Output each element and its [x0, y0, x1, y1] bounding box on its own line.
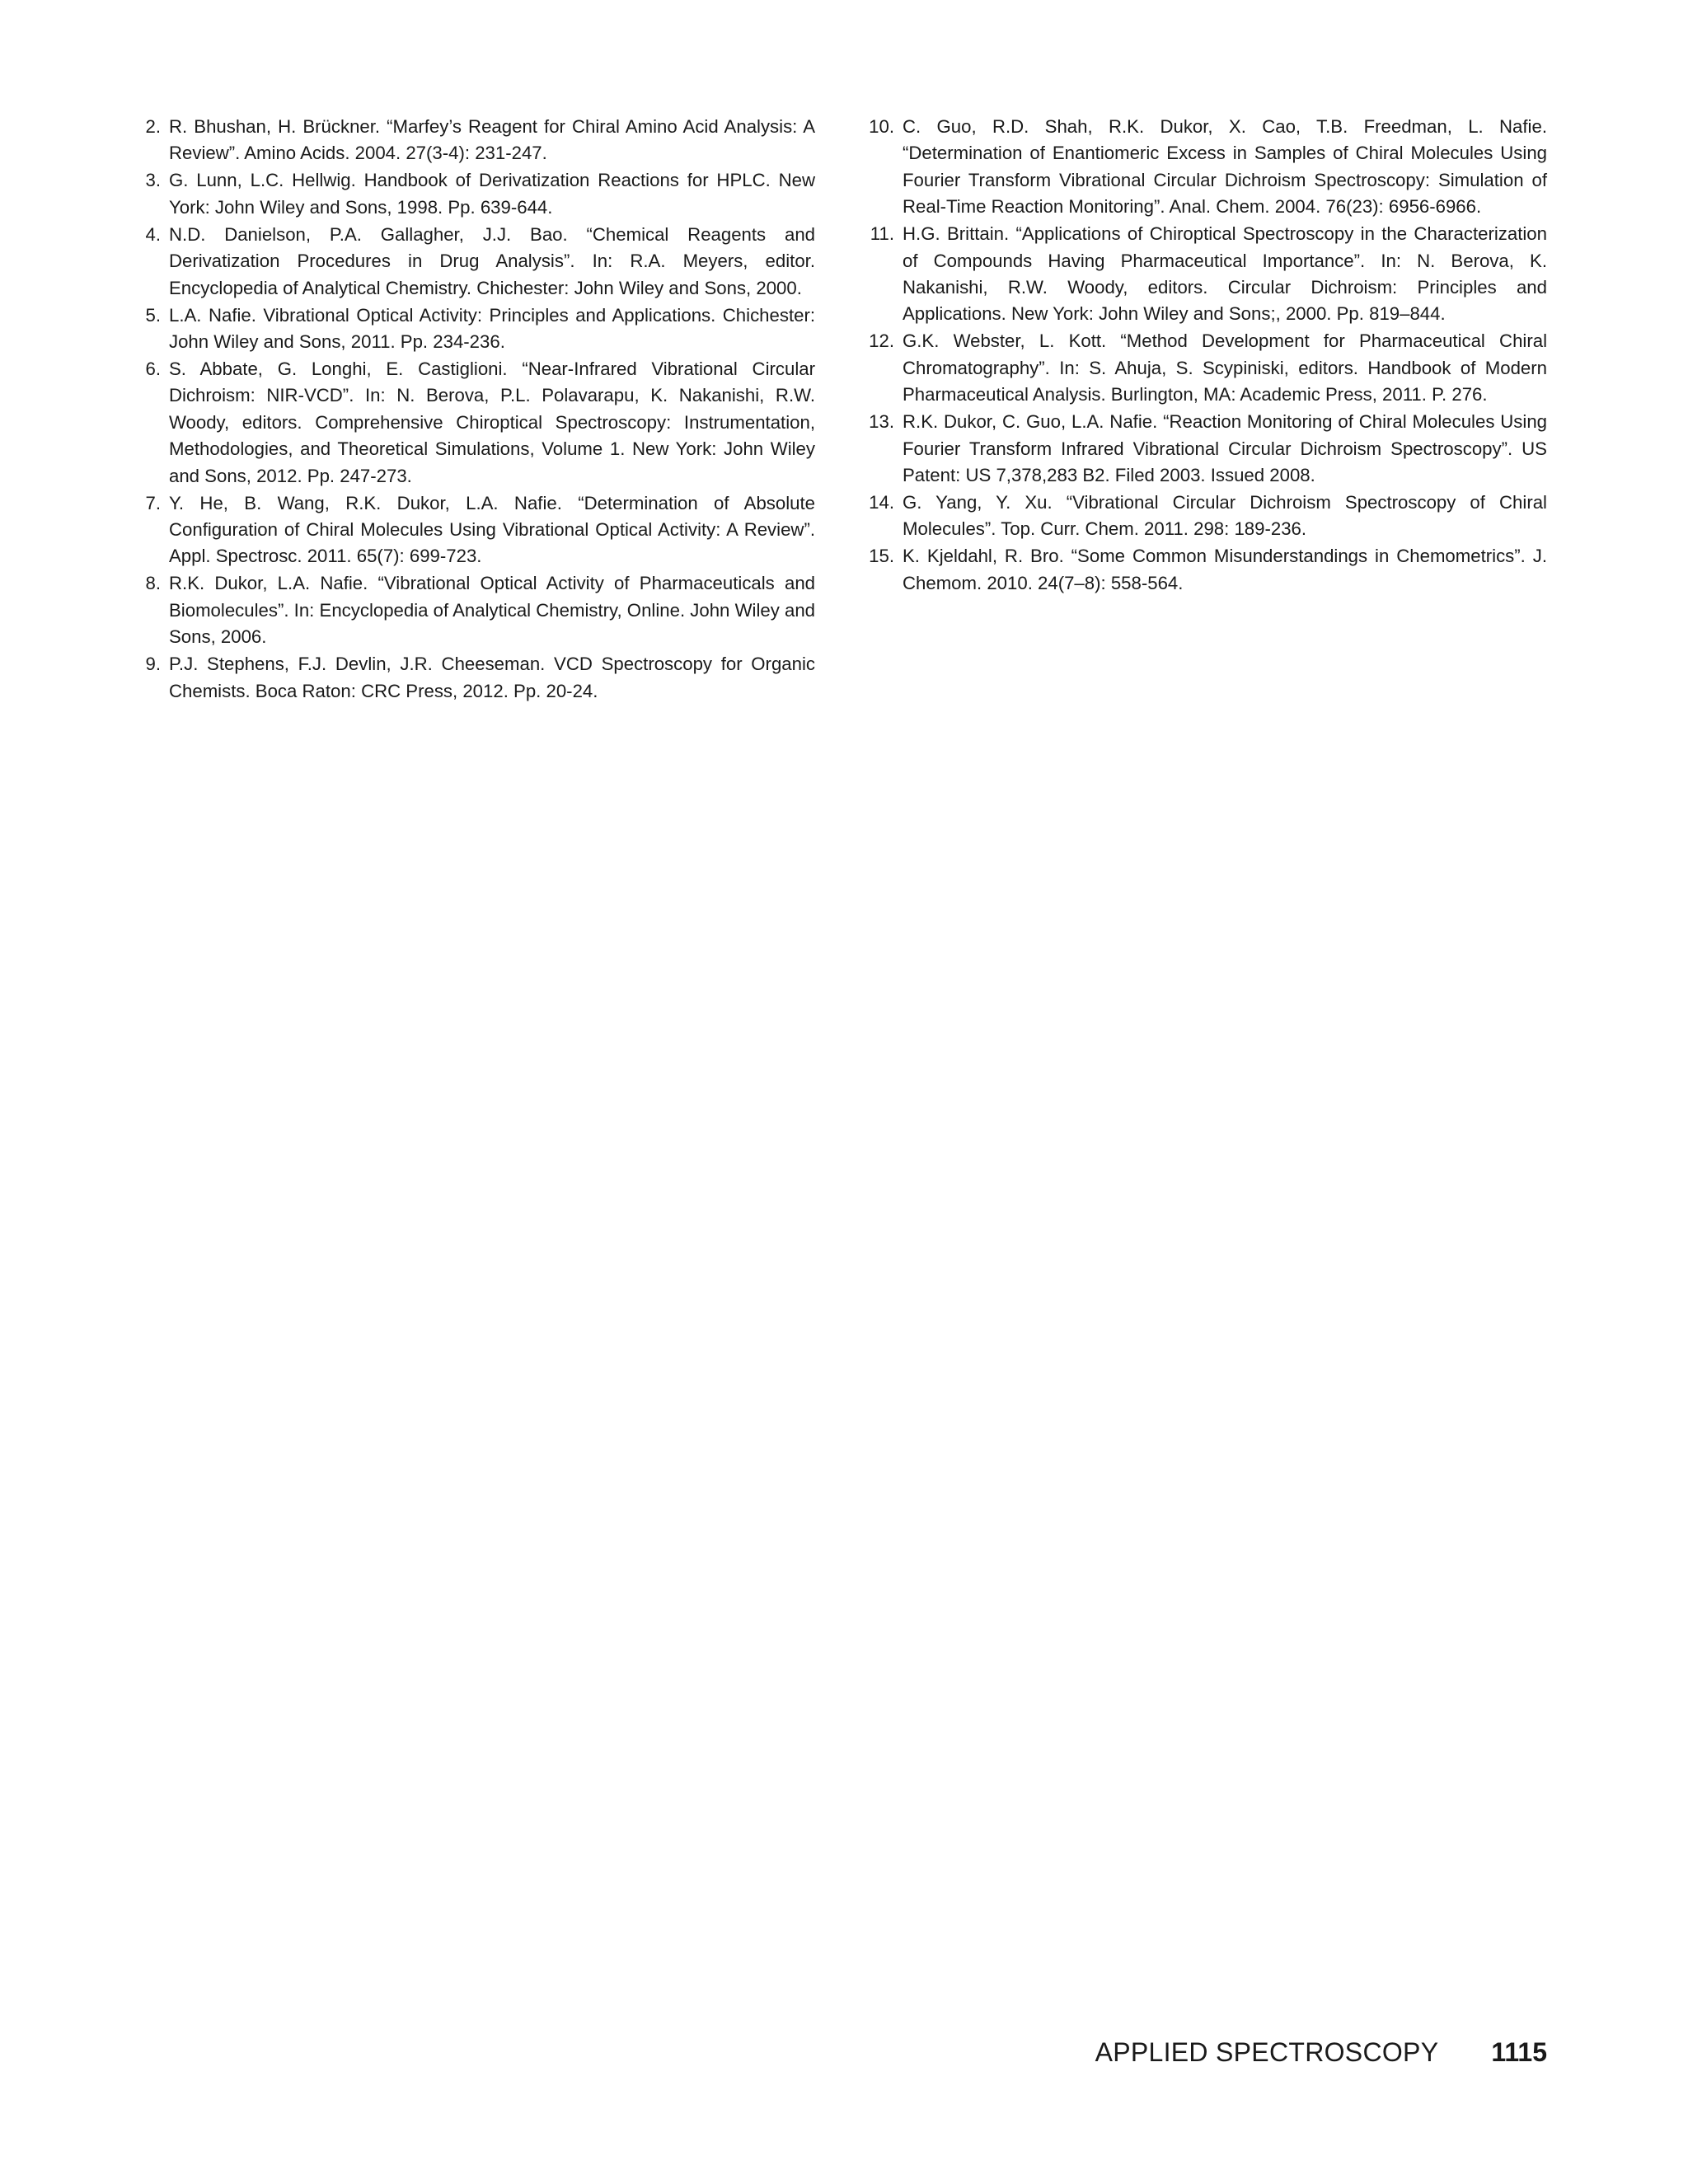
reference-text: G. Lunn, L.C. Hellwig. Handbook of Derivatization Reactions for HPLC. New York: John Wiley and Sons, 1998. Pp. 639-644. — [169, 170, 815, 218]
reference-item — [863, 114, 1547, 221]
reference-text: R. Bhushan, H. Brückner. “Marfey’s Reagent for Chiral Amino Acid Analysis: A Review”. Amino Acids. 2004. 27(3-4): 231-247. — [169, 116, 815, 164]
reference-number: 7. — [145, 492, 161, 513]
reference-item — [136, 302, 815, 356]
reference-item — [863, 490, 1547, 543]
reference-column-left — [136, 114, 815, 705]
reference-item — [136, 356, 815, 490]
reference-number: 14. — [869, 492, 894, 513]
reference-item — [136, 651, 815, 705]
reference-column-right — [863, 114, 1547, 598]
reference-number: 3. — [145, 170, 161, 191]
reference-text: R.K. Dukor, L.A. Nafie. “Vibrational Optical Activity of Pharmaceuticals and Biomolecules”. In: Encyclopedia of Analytical Chemistry, Online. John Wiley and Sons, 2006. — [169, 573, 815, 648]
reference-number: 8. — [145, 573, 161, 594]
reference-number: 6. — [145, 359, 161, 380]
reference-text: K. Kjeldahl, R. Bro. “Some Common Misunderstandings in Chemometrics”. J. Chemom. 2010. 24(7–8): 558-564. — [903, 546, 1547, 593]
reference-text: L.A. Nafie. Vibrational Optical Activity: Principles and Applications. Chichester: John Wiley and Sons, 2011. Pp. 234-236. — [169, 304, 815, 353]
reference-text: G. Yang, Y. Xu. “Vibrational Circular Dichroism Spectroscopy of Chiral Molecules”. Top. Curr. Chem. 2011. 298: 189-236. — [903, 492, 1547, 540]
reference-item — [863, 328, 1547, 408]
reference-item — [863, 221, 1547, 328]
reference-text: R.K. Dukor, C. Guo, L.A. Nafie. “Reaction Monitoring of Chiral Molecules Using Fourier Transform Infrared Vibrational Circular Dichroism Spectroscopy”. US Patent: US 7,378,283 B2. Filed 2003. Issued 2008. — [903, 411, 1547, 486]
reference-item — [863, 543, 1547, 597]
reference-number: 5. — [145, 304, 161, 326]
reference-item — [136, 222, 815, 302]
reference-number: 9. — [145, 654, 161, 675]
reference-item — [136, 114, 815, 167]
reference-number: 4. — [145, 223, 161, 245]
page-number: 1115 — [1491, 2037, 1547, 2067]
reference-text: G.K. Webster, L. Kott. “Method Development for Pharmaceutical Chiral Chromatography”. In: S. Ahuja, S. Scypiniski, editors. Handbook of Modern Pharmaceutical Analysis. Burlington, MA: Academic Press, 2011. P. 276. — [903, 330, 1547, 405]
reference-text: Y. He, B. Wang, R.K. Dukor, L.A. Nafie. “Determination of Absolute Configuration of Chiral Molecules Using Vibrational Optical Activity: A Review”. Appl. Spectrosc. 2011. 65(7): 699-723. — [169, 492, 815, 567]
reference-item — [136, 570, 815, 650]
journal-name: APPLIED SPECTROSCOPY — [1095, 2037, 1439, 2067]
reference-number: 10. — [869, 116, 894, 137]
reference-text: N.D. Danielson, P.A. Gallagher, J.J. Bao. “Chemical Reagents and Derivatization Procedures in Drug Analysis”. In: R.A. Meyers, editor. Encyclopedia of Analytical Chemistry. Chichester: John Wiley and Sons, 2000. — [169, 223, 815, 298]
reference-number: 11. — [870, 223, 894, 245]
reference-number: 2. — [145, 116, 161, 137]
reference-text: S. Abbate, G. Longhi, E. Castiglioni. “Near-Infrared Vibrational Circular Dichroism: NIR-VCD”. In: N. Berova, P.L. Polavarapu, K. Nakanishi, R.W. Woody, editors. Comprehensive Chiroptical Spectroscopy: Instrumentation, Methodologies, and Theoretical Simulations, Volume 1. New York: John Wiley and Sons, 2012. Pp. 247-273. — [169, 359, 815, 486]
reference-text: C. Guo, R.D. Shah, R.K. Dukor, X. Cao, T.B. Freedman, L. Nafie. “Determination of Enantiomeric Excess in Samples of Chiral Molecules Using Fourier Transform Vibrational Circular Dichroism Spectroscopy: Simulation of Real-Time Reaction Monitoring”. Anal. Chem. 2004. 76(23): 6956-6966. — [903, 116, 1547, 218]
reference-item — [136, 167, 815, 221]
reference-item — [863, 409, 1547, 489]
reference-number: 15. — [869, 546, 894, 567]
reference-text: P.J. Stephens, F.J. Devlin, J.R. Cheeseman. VCD Spectroscopy for Organic Chemists. Boca Raton: CRC Press, 2012. Pp. 20-24. — [169, 654, 815, 701]
reference-number: 12. — [869, 330, 894, 352]
reference-item — [136, 490, 815, 570]
reference-text: H.G. Brittain. “Applications of Chiroptical Spectroscopy in the Characterization of Compounds Having Pharmaceutical Importance”. In: N. Berova, K. Nakanishi, R.W. Woody, editors. Circular Dichroism: Principles and Applications. New York: John Wiley and Sons;, 2000. Pp. 819–844. — [903, 223, 1547, 325]
page-footer — [1095, 2036, 1547, 2069]
reference-number: 13. — [869, 411, 894, 433]
